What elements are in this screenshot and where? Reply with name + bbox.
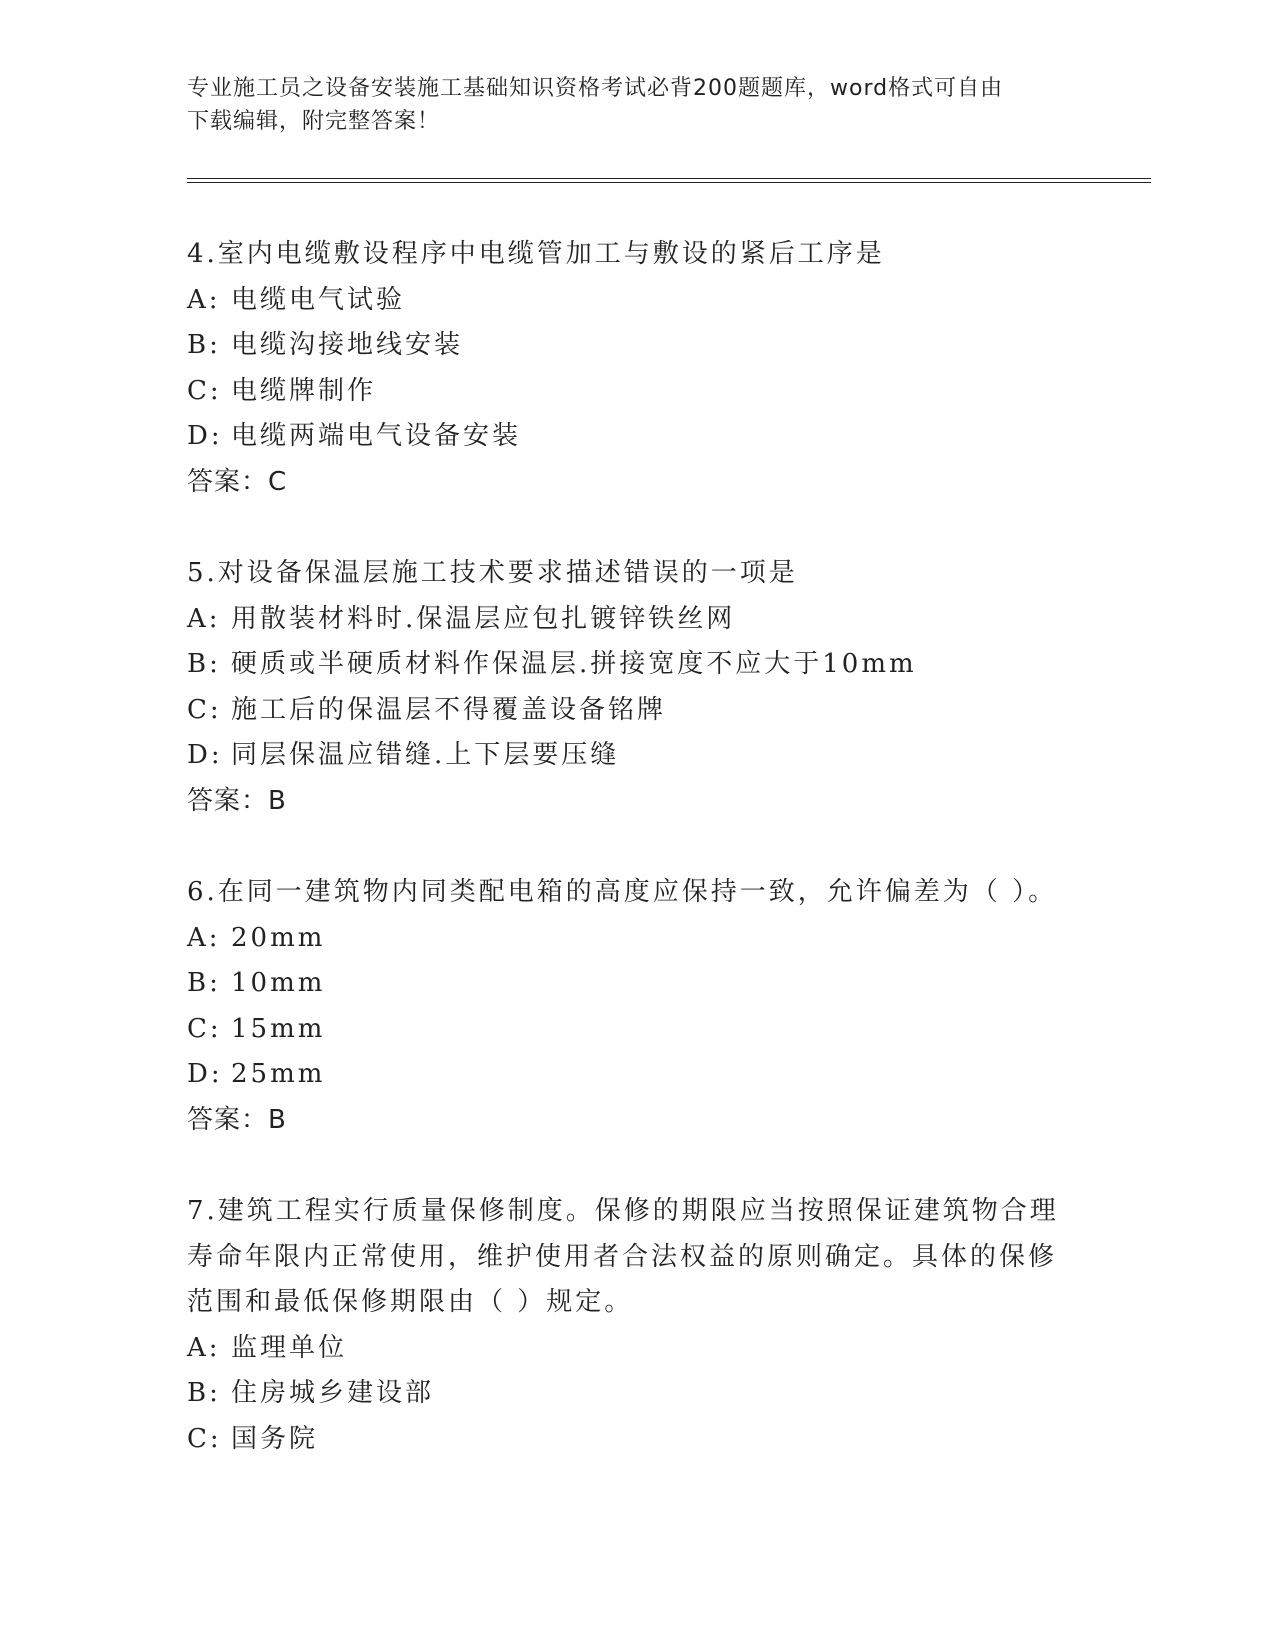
option-text: 25mm [231,1059,326,1089]
question-stem-line-3: 范围和最低保修期限由（ ）规定。 [187,1287,634,1317]
answer-line: 答案：B [187,785,287,816]
option-a [187,597,1067,643]
option-a [187,916,1067,962]
answer-line: 答案：C [187,466,288,497]
header-divider-top [187,178,1151,179]
option-key: D: [187,1059,223,1089]
question-6 [187,870,1067,1143]
option-text: 20mm [231,922,326,953]
option-text: 硬质或半硬质材料作保温层.拼接宽度不应大于10mm [231,649,917,679]
option-key: B: [187,649,221,679]
option-b [187,642,1067,688]
option-text: 电缆沟接地线安装 [231,330,464,360]
option-b [187,961,1067,1007]
option-key: D: [187,740,223,770]
header-line-1: 专业施工员之设备安装施工基础知识资格考试必背200题题库，word格式可自由 [187,76,1004,101]
option-text: 监理单位 [231,1332,348,1363]
option-key: B: [187,330,221,360]
option-key: C: [187,375,222,406]
option-c [187,1007,1067,1053]
question-5 [187,551,1067,824]
option-c [187,688,1067,734]
option-a [187,1326,1067,1372]
option-c [187,1417,1067,1463]
header-divider-bottom [187,182,1151,183]
option-key: A: [187,922,221,953]
option-b [187,323,1067,369]
question-stem: 6.在同一建筑物内同类配电箱的高度应保持一致，允许偏差为（ ）。 [187,877,1058,907]
question-stem-line-1: 7.建筑工程实行质量保修制度。保修的期限应当按照保证建筑物合理 [187,1196,1059,1226]
option-text: 10mm [231,968,326,998]
option-text: 国务院 [231,1423,319,1454]
option-d [187,414,1067,460]
option-text: 住房城乡建设部 [231,1378,435,1408]
question-stem-line-2: 寿命年限内正常使用，维护使用者合法权益的原则确定。具体的保修 [187,1241,1058,1272]
option-text: 施工后的保温层不得覆盖设备铭牌 [231,694,667,725]
option-key: C: [187,1013,222,1044]
option-d [187,733,1067,779]
question-stem: 5.对设备保温层施工技术要求描述错误的一项是 [187,558,798,588]
option-key: A: [187,603,221,634]
option-key: C: [187,1423,222,1454]
option-key: A: [187,284,221,315]
option-text: 电缆两端电气设备安装 [231,421,522,451]
option-text: 电缆电气试验 [231,284,406,315]
option-c [187,369,1067,415]
question-4 [187,232,1067,505]
option-key: D: [187,421,223,451]
option-key: B: [187,1378,221,1408]
option-b [187,1371,1067,1417]
option-text: 用散装材料时.保温层应包扎镀锌铁丝网 [231,603,736,634]
option-text: 同层保温应错缝.上下层要压缝 [231,740,620,770]
option-key: A: [187,1332,221,1363]
option-key: C: [187,694,222,725]
header-line-2: 下载编辑，附完整答案！ [187,109,441,134]
option-a [187,278,1067,324]
option-text: 电缆牌制作 [231,375,377,406]
question-stem: 4.室内电缆敷设程序中电缆管加工与敷设的紧后工序是 [187,239,885,269]
option-key: B: [187,968,221,998]
answer-line: 答案：B [187,1104,287,1135]
question-7 [187,1189,1067,1462]
option-text: 15mm [231,1013,326,1044]
document-header [187,72,1067,138]
option-d [187,1052,1067,1098]
